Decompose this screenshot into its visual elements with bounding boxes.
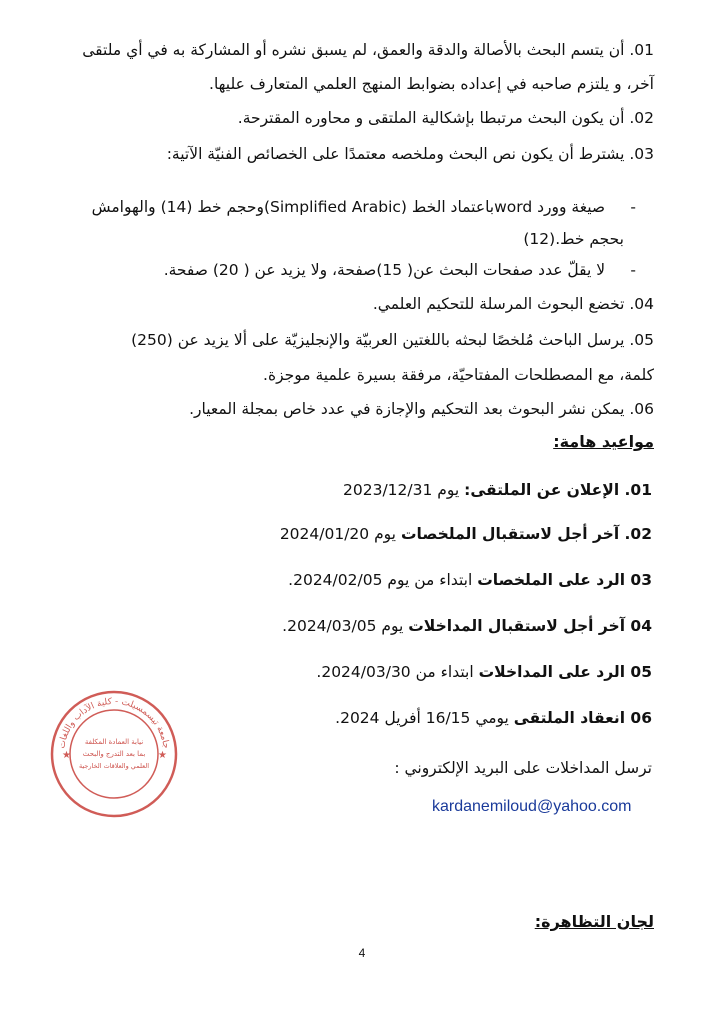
svg-text:★: ★ <box>158 750 167 761</box>
stamp-line2: بما بعد التدرج والبحث <box>82 750 146 758</box>
bullet-dash: - <box>630 261 636 279</box>
date-06-value: يومي 16/15 أفريل 2024. <box>335 709 514 727</box>
bullet-page-count <box>60 258 636 282</box>
condition-01-line1: 01. أن يتسم البحث بالأصالة والدقة والعمق، لم يسبق نشره أو المشاركة به في أي ملتقى <box>82 41 654 59</box>
stamp-outer-text: جامعة تيسمسيلت - كلية الآداب واللغات <box>57 696 171 750</box>
date-02-label: 02. آخر أجل لاستقبال الملخصات <box>400 525 652 543</box>
contact-email-link[interactable]: kardanemiloud@yahoo.com <box>432 798 632 815</box>
condition-05-line1: 05. يرسل الباحث مُلخصًا لبحثه باللغتين العربيّة والإنجليزيّة على ألا يزيد عن (250) <box>131 331 654 349</box>
bullet-font-spec <box>60 195 636 219</box>
bullet-font-spec-text: صيغة وورد wordباعتماد الخط (Simplified Arabic)وحجم خط (14) والهوامش <box>91 198 606 216</box>
date-04-value: يوم 2024/03/05. <box>282 617 409 635</box>
date-06-label: 06 انعقاد الملتقى <box>513 709 652 727</box>
bullet-dash: - <box>630 198 636 216</box>
date-04-label: 04 آخر أجل لاستقبال المداخلات <box>408 617 652 635</box>
date-05-label: 05 الرد على المداخلات <box>478 663 652 681</box>
stamp-line1: نيابة العمادة المكلفة <box>84 738 144 746</box>
date-03-label: 03 الرد على الملخصات <box>477 571 652 589</box>
date-01-value: يوم 2023/12/31 <box>343 481 465 499</box>
condition-05-line2: كلمة، مع المصطلحات المفتاحيّة، مرفقة بسيرة علمية موجزة. <box>263 366 654 384</box>
date-01 <box>60 478 652 502</box>
submission-email-prompt: ترسل المداخلات على البريد الإلكتروني : <box>394 759 652 777</box>
official-stamp-icon <box>48 688 180 820</box>
date-03-value: ابتداء من يوم 2024/02/05. <box>288 571 478 589</box>
condition-04: 04. تخضع البحوث المرسلة للتحكيم العلمي. <box>372 295 654 313</box>
date-05-value: ابتداء من 2024/03/30. <box>316 663 479 681</box>
condition-03: 03. يشترط أن يكون نص البحث وملخصه معتمدًا على الخصائص الفنيّة الآتية: <box>166 145 654 163</box>
date-02 <box>60 522 652 546</box>
stamp-line3: العلمي والعلاقات الخارجية <box>78 762 150 770</box>
page-number: 4 <box>358 946 366 960</box>
committees-title: لجان التظاهرة: <box>534 912 654 931</box>
svg-text:★: ★ <box>62 750 71 761</box>
date-04 <box>60 614 652 638</box>
condition-02: 02. أن يكون البحث مرتبطا بإشكالية الملتقى و محاوره المقترحة. <box>237 109 654 127</box>
date-02-value: يوم 2024/01/20 <box>279 525 401 543</box>
important-dates-heading: مواعيد هامة: <box>553 432 654 451</box>
condition-01-line2: آخر، و يلتزم صاحبه في إعداده بضوابط المنهج العلمي المتعارف عليها. <box>209 75 654 93</box>
bullet-page-count-text: لا يقلّ عدد صفحات البحث عن( 15)صفحة، ولا يزيد عن ( 20) صفحة. <box>163 261 606 279</box>
date-05 <box>60 660 652 684</box>
date-03 <box>60 568 652 592</box>
bullet-font-spec-line2: بحجم خط.(12) <box>523 230 624 248</box>
condition-06: 06. يمكن نشر البحوث بعد التحكيم والإجازة في عدد خاص بمجلة المعيار. <box>189 400 654 418</box>
date-01-label: 01. الإعلان عن الملتقى: <box>464 481 652 499</box>
